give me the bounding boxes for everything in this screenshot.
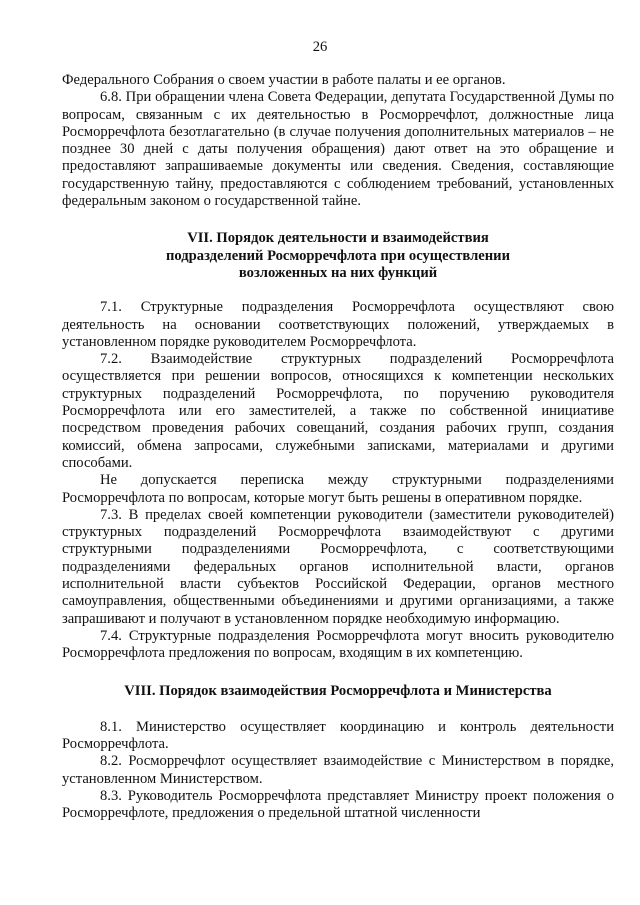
paragraph-7-3: 7.3. В пределах своей компетенции руководители (заместители руководителей) структурных подразделений Росморречфлота взаимодействуют с другими структурными подразделениями Росморречфлота, с соответствующими подразделениями федеральных органов исполнительной власти, органов исполнительной власти субъектов Российской Федерации, органов местного самоуправления, общественными объединениями и другими организациями, а также запрашивают и получают в установленном порядке необходимую информацию. [62, 506, 614, 627]
paragraph-7-4: 7.4. Структурные подразделения Росморречфлота могут вносить руководителю Росморречфлота предложения по вопросам, входящим в их компетенцию. [62, 627, 614, 662]
section-8-heading: VIII. Порядок взаимодействия Росморречфлота и Министерства [124, 682, 552, 699]
paragraph-8-3: 8.3. Руководитель Росморречфлота представляет Министру проект положения о Росморречфлоте, предложения о предельной штатной численности [62, 787, 614, 822]
paragraph-7-1: 7.1. Структурные подразделения Росморречфлота осуществляют свою деятельность на основании соответствующих положений, утверждаемых в установленном порядке руководителем Росморречфлота. [62, 299, 614, 350]
section-7-heading [62, 230, 614, 282]
paragraph-8-2: 8.2. Росморречфлот осуществляет взаимодействие с Министерством в порядке, установленном Министерством. [62, 753, 614, 787]
paragraph-7-2-continued: Не допускается переписка между структурными подразделениями Росморречфлота по вопросам, которые могут быть решены в оперативном порядке. [62, 472, 614, 506]
paragraph-8-1: 8.1. Министерство осуществляет координацию и контроль деятельности Росморречфлота. [62, 718, 614, 753]
page-number: 26 [312, 39, 328, 55]
section-7-heading-line-2: подразделений Росморречфлота при осуществлении [165, 247, 510, 264]
section-7-heading-line-3: возложенных на них функций [238, 264, 438, 281]
paragraph-continuation: Федерального Собрания о своем участии в работе палаты и ее органов. [62, 72, 506, 88]
paragraph-7-2: 7.2. Взаимодействие структурных подразделений Росморречфлота осуществляется при решении вопросов, относящихся к компетенции нескольких структурных подразделений Росморречфлота, по поручению руководителя Росморречфлота или его заместителей, а также по собственной инициативе посредством проведения рабочих совещаний, создания рабочих групп, создания комиссий, обмена запросами, служебными записками, материалами и другими способами. [62, 351, 614, 471]
document-body [62, 72, 614, 823]
section-7-heading-line-1: VII. Порядок деятельности и взаимодействия [187, 230, 489, 247]
paragraph-6-8: 6.8. При обращении члена Совета Федерации, депутата Государственной Думы по вопросам, связанным с их деятельностью в Росморречфлот, должностные лица Росморречфлота безотлагательно (в случае получения дополнительных материалов – не позднее 30 дней с даты получения обращения) дают ответ на это обращение и предоставляют запрашиваемые документы или сведения. Сведения, составляющие государственную тайну, предоставляются с соблюдением требований, установленных федеральным законом о государственной тайне. [62, 89, 614, 210]
